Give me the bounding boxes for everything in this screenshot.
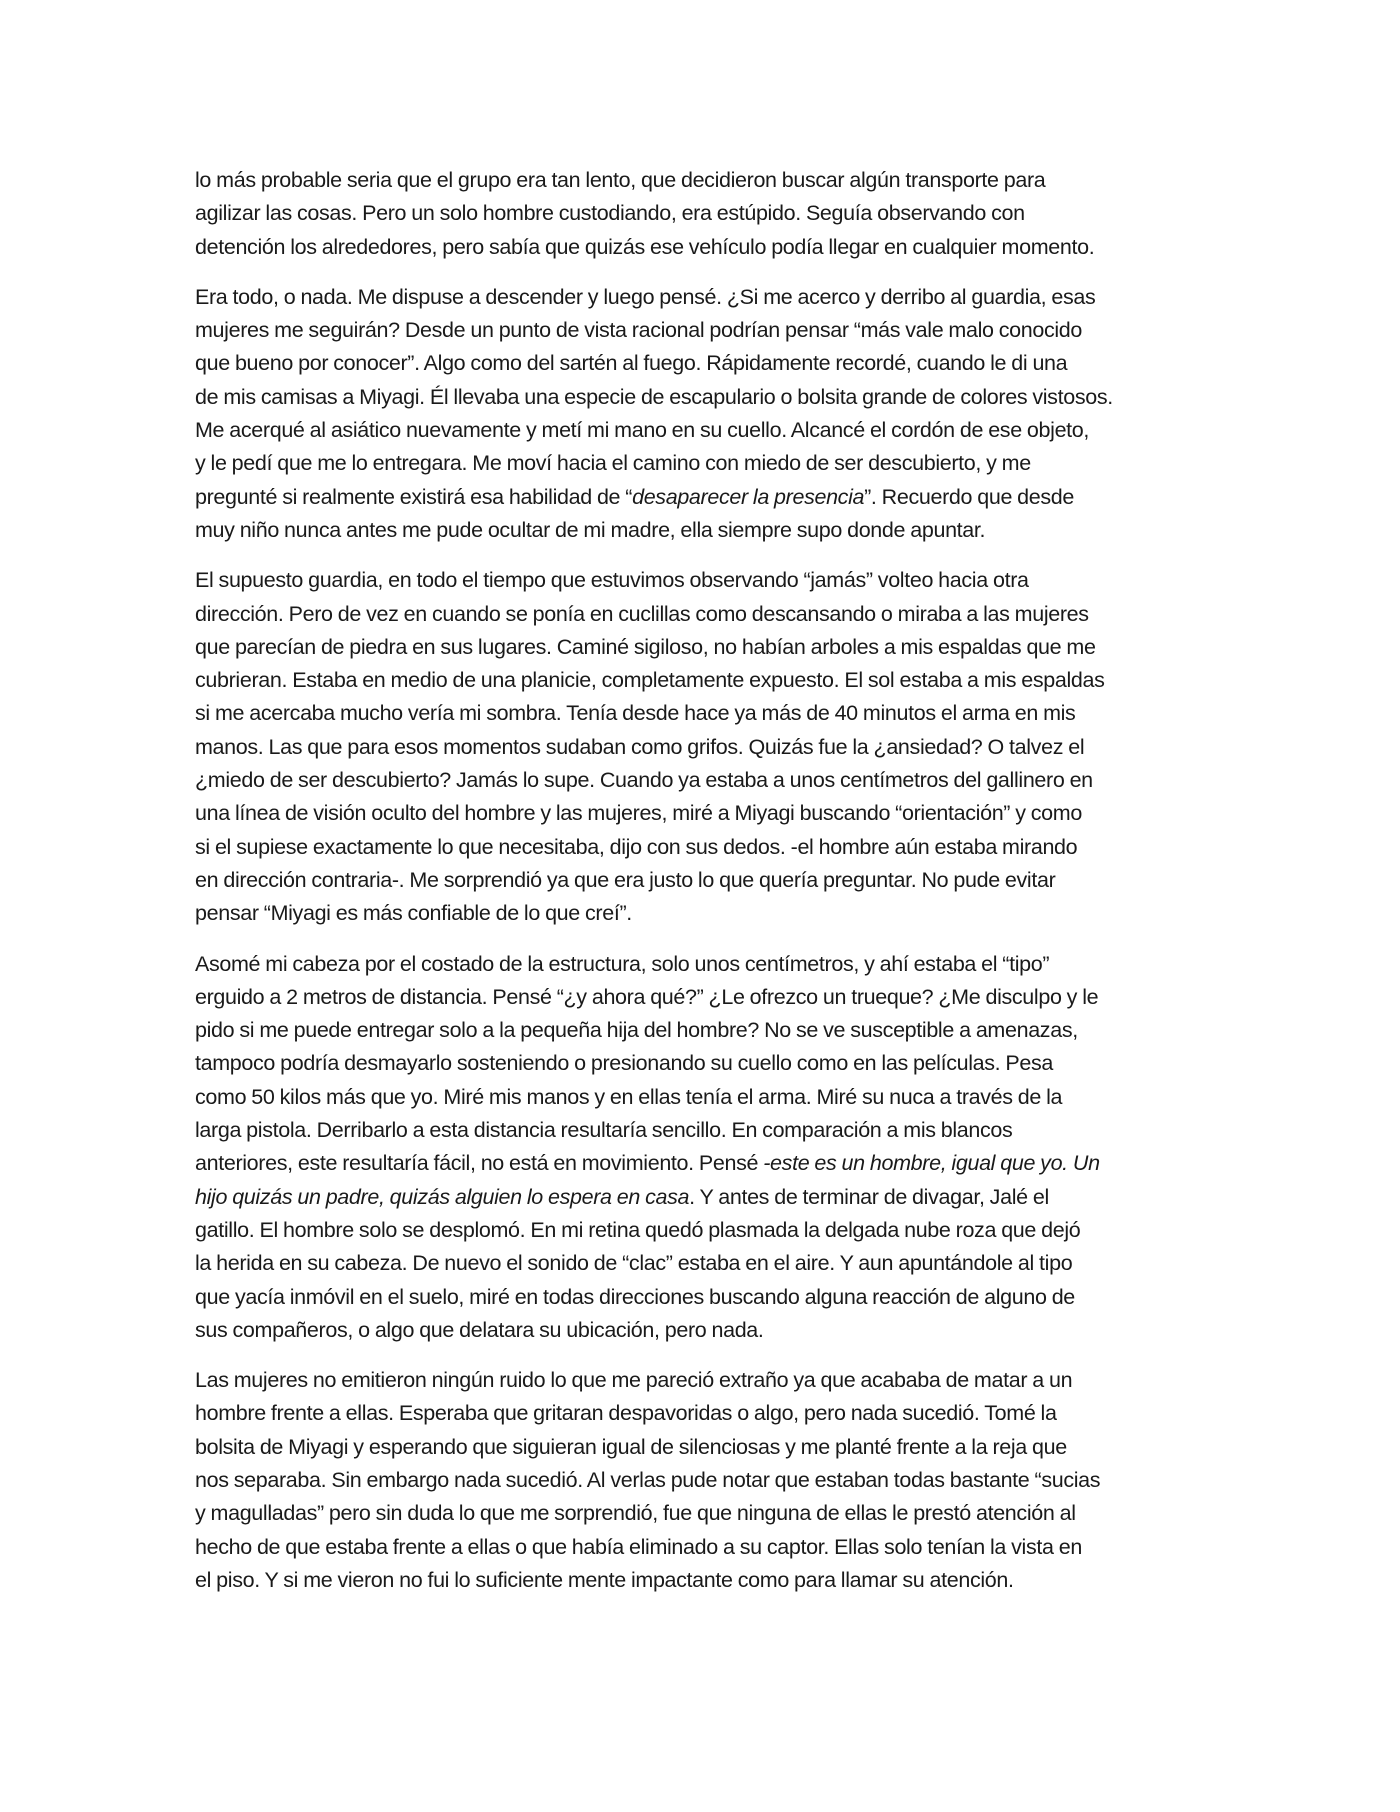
- text-line: que bueno por conocer”. Algo como del sartén al fuego. Rápidamente recordé, cuando le di una: [195, 351, 1068, 376]
- text-line: pregunté si realmente existirá esa habilidad de “desaparecer la presencia”. Recuerdo que desde: [195, 484, 1075, 509]
- document-body: [195, 164, 1210, 1614]
- text-line: ¿miedo de ser descubierto? Jamás lo supe. Cuando ya estaba a unos centímetros del gallinero en: [195, 768, 1093, 793]
- text-line: y le pedí que me lo entregara. Me moví hacia el camino con miedo de ser descubierto, y me: [195, 451, 1031, 476]
- text-line: Me acerqué al asiático nuevamente y metí mi mano en su cuello. Alcancé el cordón de ese objeto,: [195, 418, 1090, 443]
- text-line: que yacía inmóvil en el suelo, miré en todas direcciones buscando alguna reacción de alguno de: [195, 1284, 1075, 1309]
- italic-phrase: -este es un hombre, igual que yo. Un: [763, 1151, 1100, 1176]
- paragraph-2: [195, 281, 1210, 547]
- text-line: y magulladas” pero sin duda lo que me sorprendió, fue que ninguna de ellas le prestó atención al: [195, 1501, 1076, 1526]
- text-line: gatillo. El hombre solo se desplomó. En mi retina quedó plasmada la delgada nube roza que dejó: [195, 1217, 1081, 1242]
- text-line: Era todo, o nada. Me dispuse a descender y luego pensé. ¿Si me acerco y derribo al guardia, esas: [195, 284, 1096, 309]
- text-line: tampoco podría desmayarlo sosteniendo o presionando su cuello como en las películas. Pesa: [195, 1051, 1054, 1076]
- text-line: detención los alrededores, pero sabía que quizás ese vehículo podía llegar en cualquier momento.: [195, 234, 1095, 259]
- text-line: que parecían de piedra en sus lugares. Caminé sigiloso, no habían arboles a mis espaldas que me: [195, 634, 1096, 659]
- text-line: cubrieran. Estaba en medio de una planicie, completamente expuesto. El sol estaba a mis espaldas: [195, 668, 1105, 693]
- text-line: Las mujeres no emitieron ningún ruido lo que me pareció extraño ya que acababa de matar a un: [195, 1368, 1073, 1393]
- text-line: bolsita de Miyagi y esperando que siguieran igual de silenciosas y me planté frente a la reja que: [195, 1434, 1067, 1459]
- text-line: como 50 kilos más que yo. Miré mis manos y en ellas tenía el arma. Miré su nuca a través de la: [195, 1084, 1063, 1109]
- text-line: manos. Las que para esos momentos sudaban como grifos. Quizás fue la ¿ansiedad? O talvez el: [195, 734, 1085, 759]
- paragraph-1: [195, 164, 1210, 264]
- text-line: si me acercaba mucho vería mi sombra. Tenía desde hace ya más de 40 minutos el arma en mis: [195, 701, 1076, 726]
- text-line: hecho de que estaba frente a ellas o que había eliminado a su captor. Ellas solo tenían la vista en: [195, 1534, 1082, 1559]
- text-line: agilizar las cosas. Pero un solo hombre custodiando, era estúpido. Seguía observando con: [195, 201, 1025, 226]
- italic-phrase: hijo quizás un padre, quizás alguien lo espera en casa: [195, 1184, 690, 1209]
- text-line: larga pistola. Derribarlo a esta distancia resultaría sencillo. En comparación a mis blancos: [195, 1118, 1013, 1143]
- paragraph-3: [195, 564, 1210, 930]
- text-line: erguido a 2 metros de distancia. Pensé “¿y ahora qué?” ¿Le ofrezco un trueque? ¿Me disculpo y le: [195, 984, 1099, 1009]
- text-line: de mis camisas a Miyagi. Él llevaba una especie de escapulario o bolsita grande de colores vistosos.: [195, 384, 1113, 409]
- text-line: dirección. Pero de vez en cuando se ponía en cuclillas como descansando o miraba a las mujeres: [195, 601, 1089, 626]
- text-line: anteriores, este resultaría fácil, no está en movimiento. Pensé -este es un hombre, igual que yo. Un: [195, 1151, 1100, 1176]
- text-line: la herida en su cabeza. De nuevo el sonido de “clac” estaba en el aire. Y aun apuntándole al tipo: [195, 1251, 1073, 1276]
- text-line: mujeres me seguirán? Desde un punto de vista racional podrían pensar “más vale malo conocido: [195, 318, 1083, 343]
- text-line: sus compañeros, o algo que delatara su ubicación, pero nada.: [195, 1317, 764, 1342]
- text-line: Asomé mi cabeza por el costado de la estructura, solo unos centímetros, y ahí estaba el “tipo”: [195, 951, 1050, 976]
- text-line: El supuesto guardia, en todo el tiempo que estuvimos observando “jamás” volteo hacia otra: [195, 568, 1029, 593]
- text-line: hombre frente a ellas. Esperaba que gritaran despavoridas o algo, pero nada sucedió. Tomé la: [195, 1401, 1057, 1426]
- text-line: muy niño nunca antes me pude ocultar de mi madre, ella siempre supo donde apuntar.: [195, 517, 986, 542]
- paragraph-5: [195, 1364, 1210, 1597]
- paragraph-4: [195, 948, 1210, 1348]
- text-line: si el supiese exactamente lo que necesitaba, dijo con sus dedos. -el hombre aún estaba mirando: [195, 834, 1078, 859]
- text-line: en dirección contraria-. Me sorprendió ya que era justo lo que quería preguntar. No pude evitar: [195, 867, 1056, 892]
- text-line: pido si me puede entregar solo a la pequeña hija del hombre? No se ve susceptible a amenazas,: [195, 1018, 1078, 1043]
- text-line: una línea de visión oculto del hombre y las mujeres, miré a Miyagi buscando “orientación” y como: [195, 801, 1082, 826]
- text-line: lo más probable seria que el grupo era tan lento, que decidieron buscar algún transporte para: [195, 168, 1046, 192]
- text-line: hijo quizás un padre, quizás alguien lo espera en casa. Y antes de terminar de divagar, Jalé el: [195, 1184, 1049, 1209]
- text-line: el piso. Y si me vieron no fui lo suficiente mente impactante como para llamar su atención.: [195, 1567, 1014, 1592]
- text-line: nos separaba. Sin embargo nada sucedió. Al verlas pude notar que estaban todas bastante “sucias: [195, 1467, 1101, 1492]
- italic-phrase: desaparecer la presencia: [632, 484, 865, 509]
- text-line: pensar “Miyagi es más confiable de lo que creí”.: [195, 901, 632, 926]
